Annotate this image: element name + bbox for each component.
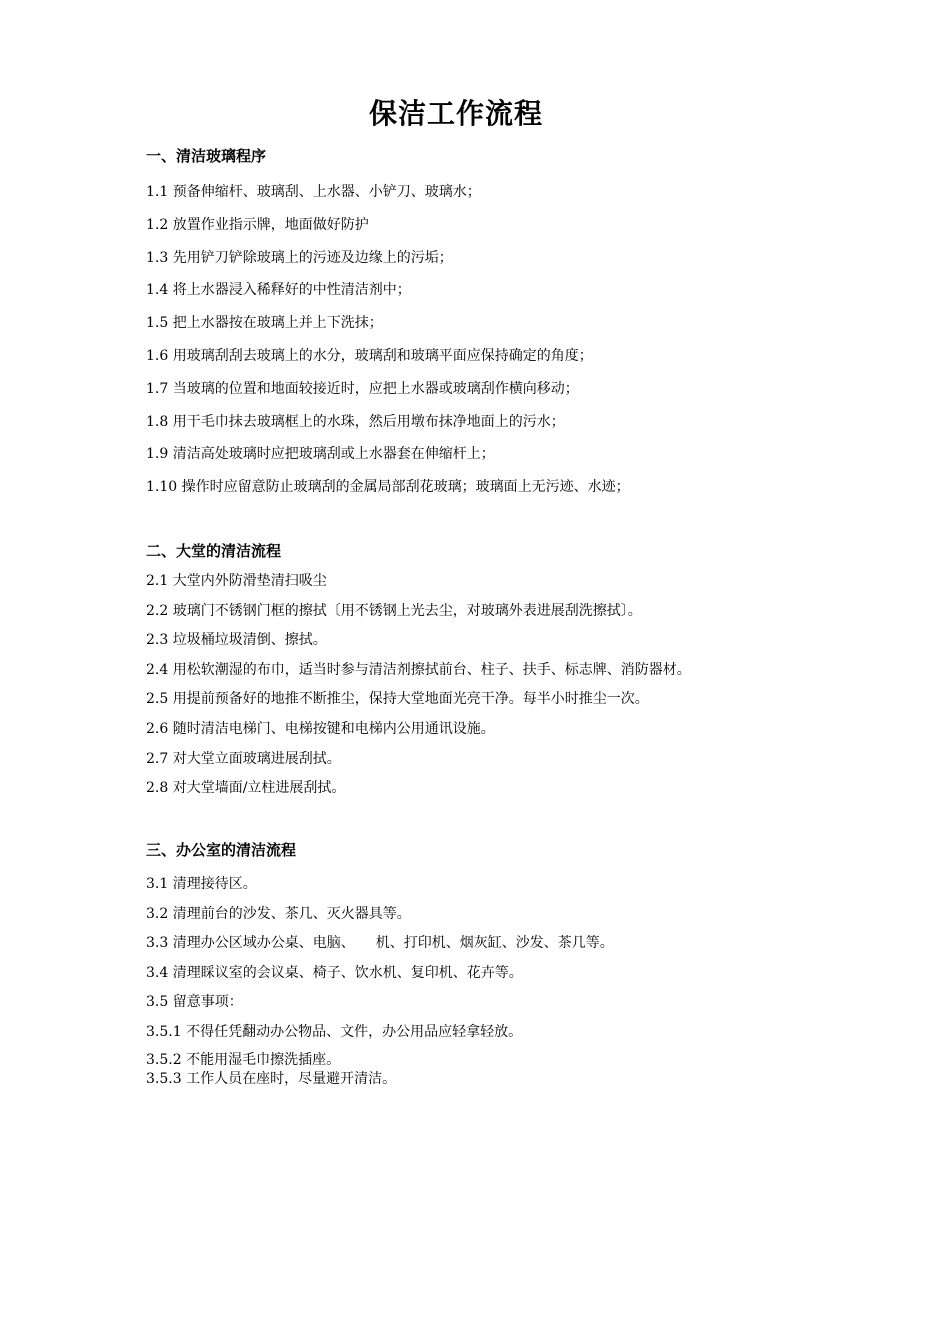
list-item: 1.3 先用铲刀铲除玻璃上的污迹及边缘上的污垢； <box>146 249 453 266</box>
list-item: 3.4 清理睬议室的会议桌、椅子、饮水机、复印机、花卉等。 <box>146 964 523 981</box>
list-item: 2.8 对大堂墙面/立柱进展刮拭。 <box>146 780 346 797</box>
list-item: 2.4 用松软潮湿的布巾，适当时参与清洁剂擦拭前台、柱子、扶手、标志牌、消防器材。 <box>146 661 691 678</box>
list-item: 1.2 放置作业指示牌，地面做好防护 <box>146 216 369 233</box>
list-item: 1.8 用干毛巾抹去玻璃框上的水珠，然后用墩布抹净地面上的污水； <box>146 413 565 430</box>
list-item: 2.5 用提前预备好的地推不断推尘，保持大堂地面光亮干净。每半小时推尘一次。 <box>146 691 649 708</box>
list-item: 1.1 预备伸缩杆、玻璃刮、上水器、小铲刀、玻璃水； <box>146 184 481 200</box>
list-item: 3.1 清理接待区。 <box>146 876 257 892</box>
list-item: 1.9 清洁高处玻璃时应把玻璃刮或上水器套在伸缩杆上； <box>146 446 495 463</box>
list-item: 2.3 垃圾桶垃圾清倒、擦拭。 <box>146 632 327 649</box>
list-item: 1.6 用玻璃刮刮去玻璃上的水分，玻璃刮和玻璃平面应保持确定的角度； <box>146 347 593 364</box>
list-item: 2.6 随时清洁电梯门、电梯按键和电梯内公用通讯设施。 <box>146 720 495 737</box>
section-heading: 一、清洁玻璃程序 <box>146 147 267 165</box>
list-item: 3.2 清理前台的沙发、茶几、灭火器具等。 <box>146 905 411 922</box>
list-item: 2.7 对大堂立面玻璃进展刮拭。 <box>146 750 341 767</box>
list-item: 1.4 将上水器浸入稀释好的中性清洁剂中； <box>146 282 411 299</box>
list-item: 2.2 玻璃门不锈钢门框的擦拭〔用不锈钢上光去尘，对玻璃外表进展刮洗擦拭〕。 <box>146 602 642 619</box>
section-glass-cleaning <box>146 146 846 510</box>
document-title: 保洁工作流程 <box>368 97 543 130</box>
list-item: 3.5.3 工作人员在座时，尽量避开清洁。 <box>146 1071 397 1087</box>
list-item: 1.5 把上水器按在玻璃上并上下洗抹； <box>146 315 383 332</box>
list-item: 1.7 当玻璃的位置和地面较接近时，应把上水器或玻璃刮作横向移动； <box>146 380 579 397</box>
list-item: 3.5.1 不得任凭翻动办公物品、文件，办公用品应轻拿轻放。 <box>146 1023 523 1040</box>
list-item: 3.5 留意事项： <box>146 994 243 1010</box>
list-item: 1.10 操作时应留意防止玻璃刮的金属局部刮花玻璃；玻璃面上无污迹、水迹； <box>146 479 630 496</box>
section-heading: 三、办公室的清洁流程 <box>146 841 297 859</box>
list-item: 2.1 大堂内外防滑垫清扫吸尘 <box>146 573 327 589</box>
section-office-cleaning <box>146 840 846 1099</box>
list-item: 3.5.2 不能用湿毛巾擦洗插座。 <box>146 1052 341 1068</box>
section-heading: 二、大堂的清洁流程 <box>146 542 282 560</box>
section-lobby-cleaning <box>146 541 846 808</box>
list-item: 3.3 清理办公区域办公桌、电脑、 机、打印机、烟灰缸、沙发、茶几等。 <box>146 935 614 951</box>
